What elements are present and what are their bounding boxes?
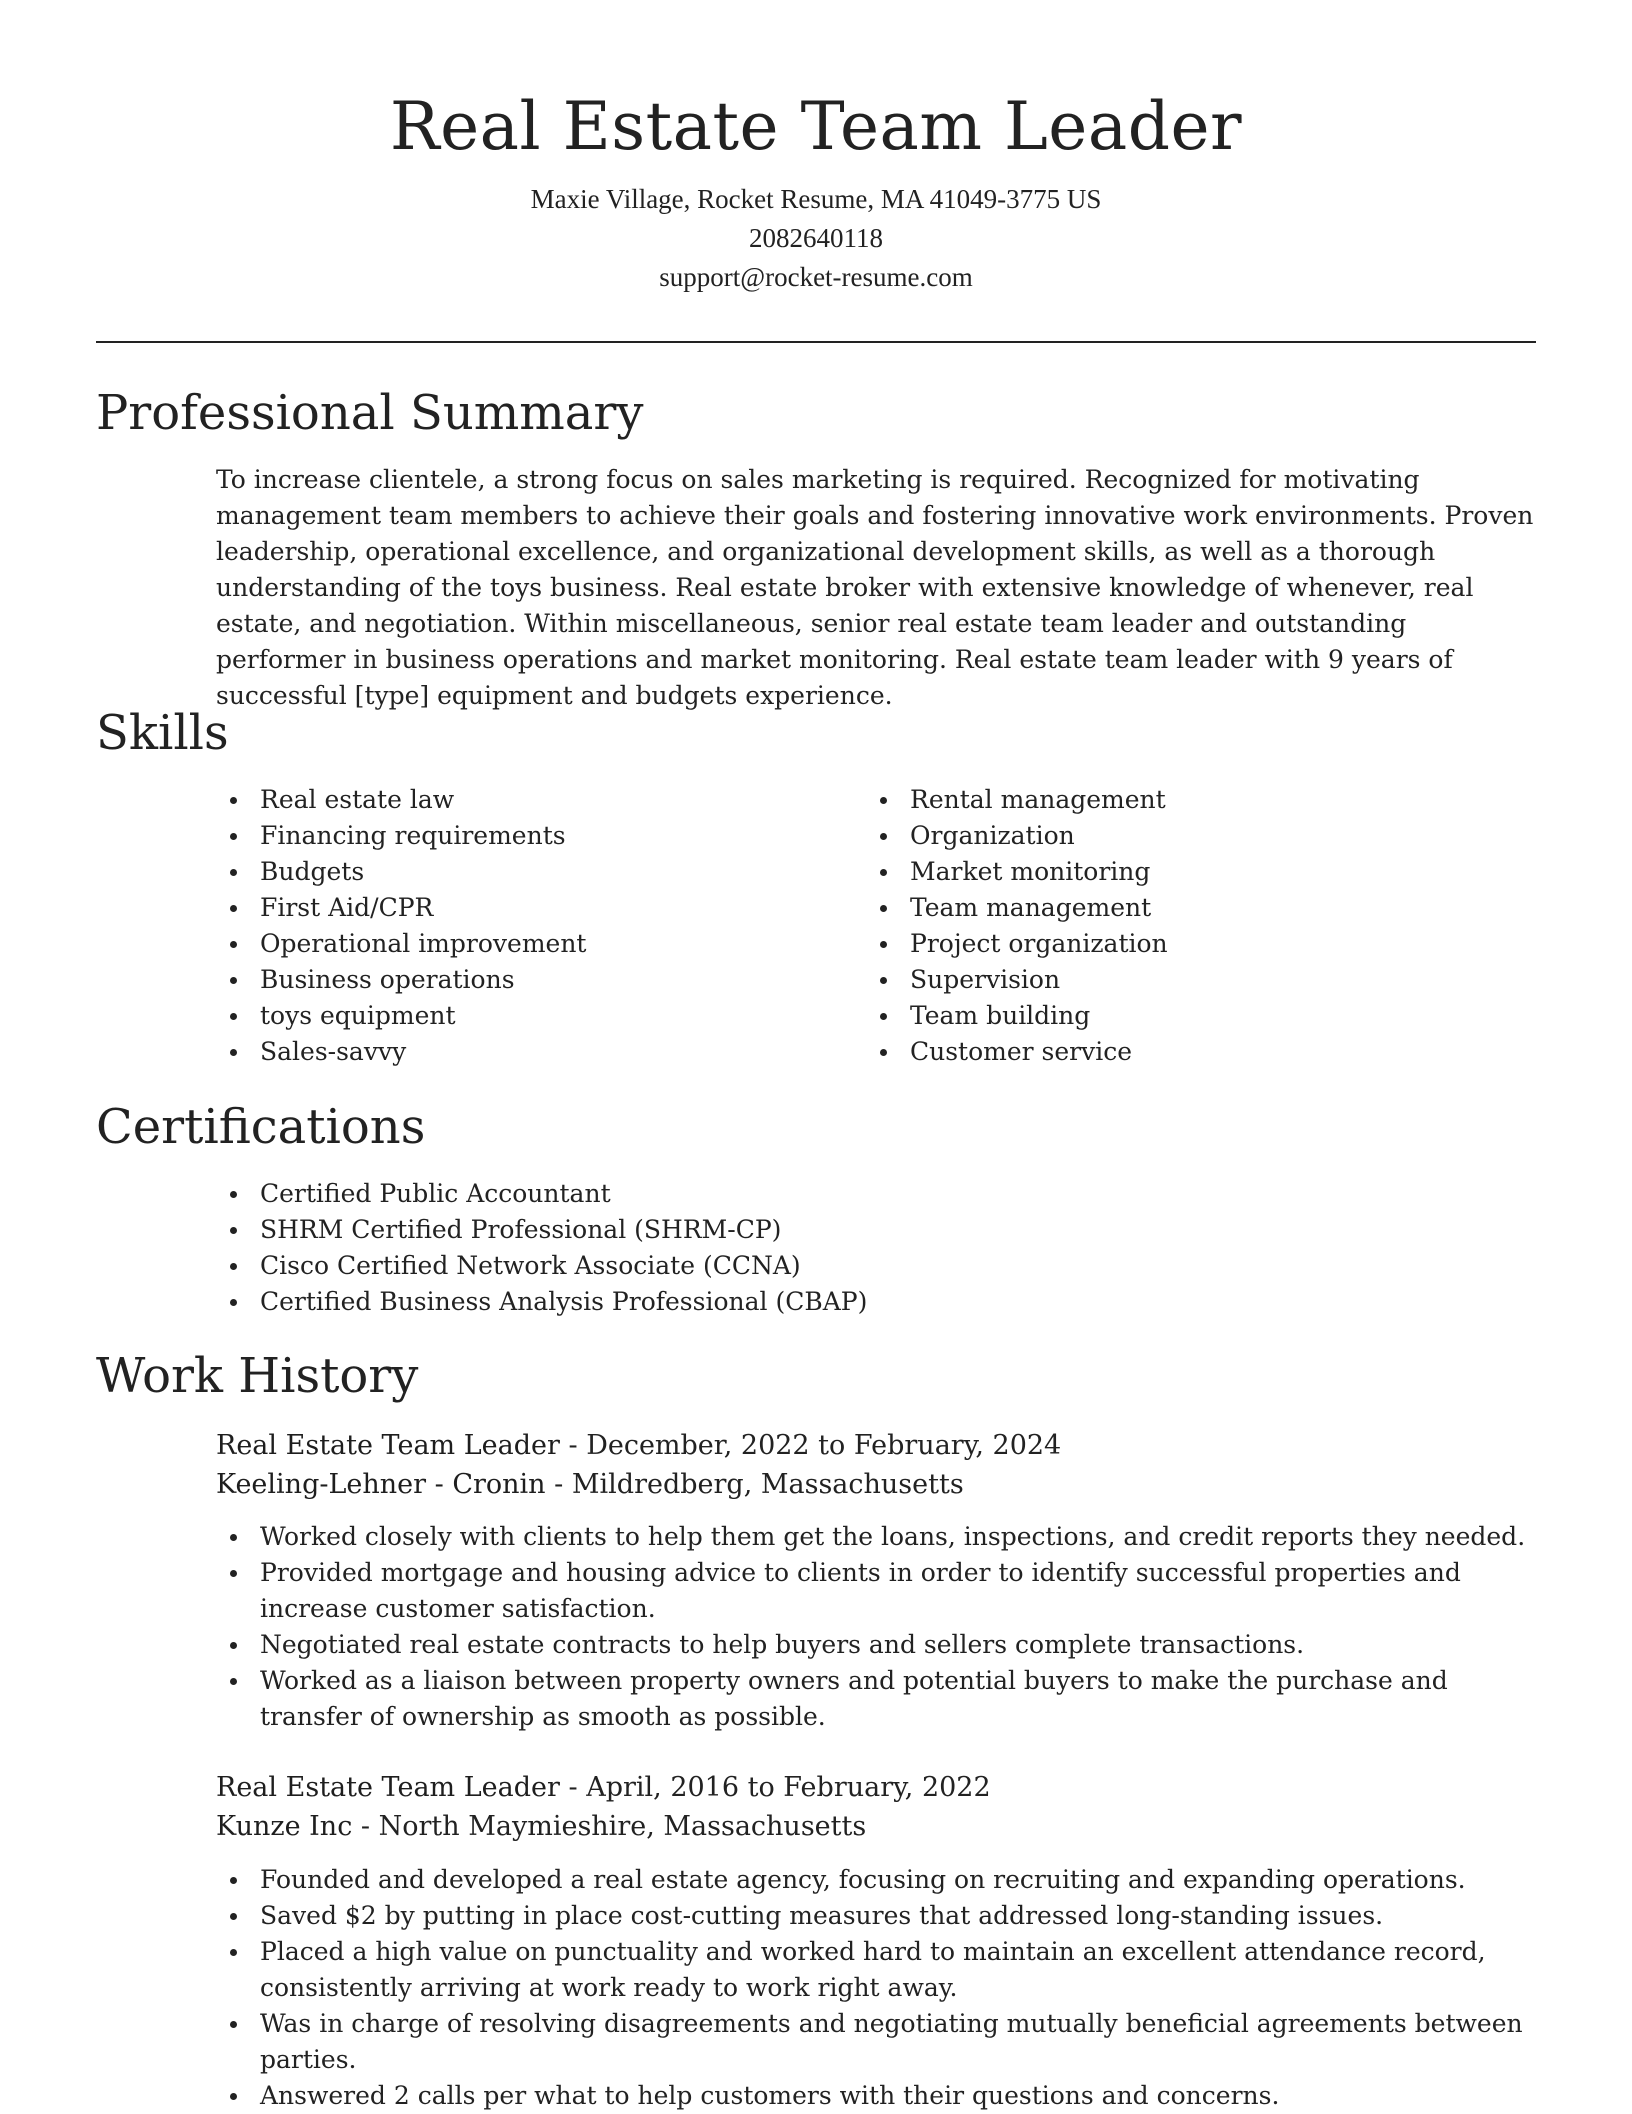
job-2-dates: - April, 2016 to February, 2022 bbox=[559, 1772, 991, 1803]
skill-item: Business operations bbox=[216, 962, 816, 998]
skill-item: Supervision bbox=[866, 962, 1506, 998]
job-1-location: - Mildredberg, Massachusetts bbox=[545, 1469, 964, 1500]
job-1-dates: - December, 2022 to February, 2024 bbox=[559, 1430, 1062, 1461]
job-2-company-line bbox=[216, 1807, 991, 1846]
skill-item: Financing requirements bbox=[216, 818, 816, 854]
certification-item: Certified Business Analysis Professional (CBAP) bbox=[216, 1284, 1536, 1320]
job-1-company: Keeling-Lehner - Cronin bbox=[216, 1469, 546, 1500]
skill-item: Team building bbox=[866, 998, 1506, 1034]
skills-heading: Skills bbox=[96, 705, 229, 761]
skill-item: Rental management bbox=[866, 782, 1506, 818]
job-2-company: Kunze Inc bbox=[216, 1811, 353, 1842]
certifications-list bbox=[216, 1176, 1536, 1320]
job-2-location: - North Maymieshire, Massachusetts bbox=[352, 1811, 867, 1842]
certification-item: Certified Public Accountant bbox=[216, 1176, 1536, 1212]
candidate-name: Real Estate Team Leader bbox=[389, 88, 1243, 165]
skill-item: Operational improvement bbox=[216, 926, 816, 962]
contact-info bbox=[0, 180, 1632, 297]
certifications-heading: Certifications bbox=[96, 1099, 426, 1155]
job-1-header bbox=[216, 1426, 1061, 1504]
skill-item: First Aid/CPR bbox=[216, 890, 816, 926]
certification-item: Cisco Certified Network Associate (CCNA) bbox=[216, 1248, 1536, 1284]
skills-list-left bbox=[216, 782, 816, 1070]
work-history-heading: Work History bbox=[96, 1348, 419, 1404]
job-1-bullets bbox=[216, 1519, 1536, 1735]
skill-item: Organization bbox=[866, 818, 1506, 854]
contact-email: support@rocket-resume.com bbox=[659, 262, 973, 292]
job-bullet: Negotiated real estate contracts to help buyers and sellers complete transactions. bbox=[216, 1627, 1536, 1663]
job-1-role: Real Estate Team Leader bbox=[216, 1430, 560, 1461]
certification-item: SHRM Certified Professional (SHRM-CP) bbox=[216, 1212, 1536, 1248]
job-2-role: Real Estate Team Leader bbox=[216, 1772, 560, 1803]
skill-item: Budgets bbox=[216, 854, 816, 890]
contact-phone: 2082640118 bbox=[749, 223, 883, 253]
skill-item: Team management bbox=[866, 890, 1506, 926]
job-bullet: Was in charge of resolving disagreements and negotiating mutually beneficial agreements between parties. bbox=[216, 2006, 1536, 2078]
summary-heading: Professional Summary bbox=[96, 385, 644, 441]
job-1-company-line bbox=[216, 1465, 1061, 1504]
job-bullet: Provided mortgage and housing advice to clients in order to identify successful properties and increase customer satisfaction. bbox=[216, 1555, 1536, 1627]
job-1-title-line bbox=[216, 1426, 1061, 1465]
header-divider bbox=[96, 341, 1536, 343]
skill-item: toys equipment bbox=[216, 998, 816, 1034]
job-2-bullets bbox=[216, 1862, 1536, 2114]
skill-item: Project organization bbox=[866, 926, 1506, 962]
contact-address: Maxie Village, Rocket Resume, MA 41049-3775 US bbox=[530, 184, 1102, 214]
skill-item: Customer service bbox=[866, 1034, 1506, 1070]
skill-item: Real estate law bbox=[216, 782, 816, 818]
skills-list-right bbox=[866, 782, 1506, 1070]
job-bullet: Founded and developed a real estate agency, focusing on recruiting and expanding operations. bbox=[216, 1862, 1536, 1898]
job-bullet: Saved $2 by putting in place cost-cutting measures that addressed long-standing issues. bbox=[216, 1898, 1536, 1934]
job-bullet: Worked as a liaison between property owners and potential buyers to make the purchase and transfer of ownership as smooth as possible. bbox=[216, 1663, 1536, 1735]
job-bullet: Placed a high value on punctuality and worked hard to maintain an excellent attendance record, consistently arriving at work ready to work right away. bbox=[216, 1934, 1536, 2006]
resume-header bbox=[0, 0, 1632, 297]
job-2-title-line bbox=[216, 1768, 991, 1807]
job-2-header bbox=[216, 1768, 991, 1846]
job-bullet: Worked closely with clients to help them get the loans, inspections, and credit reports they needed. bbox=[216, 1519, 1536, 1555]
skill-item: Sales-savvy bbox=[216, 1034, 816, 1070]
summary-text: To increase clientele, a strong focus on sales marketing is required. Recognized for motivating management team members to achieve their goals and fostering innovative work environments. Proven leadership, operational excellence, and organizational development skills, as well as a thorough understanding of the toys business. Real estate broker with extensive knowledge of whenever, real estate, and negotiation. Within miscellaneous, senior real estate team leader and outstanding performer in business operations and market monitoring. Real estate team leader with 9 years of successful [type] equipment and budgets experience. bbox=[216, 465, 1534, 710]
skill-item: Market monitoring bbox=[866, 854, 1506, 890]
job-bullet: Answered 2 calls per what to help customers with their questions and concerns. bbox=[216, 2078, 1536, 2114]
